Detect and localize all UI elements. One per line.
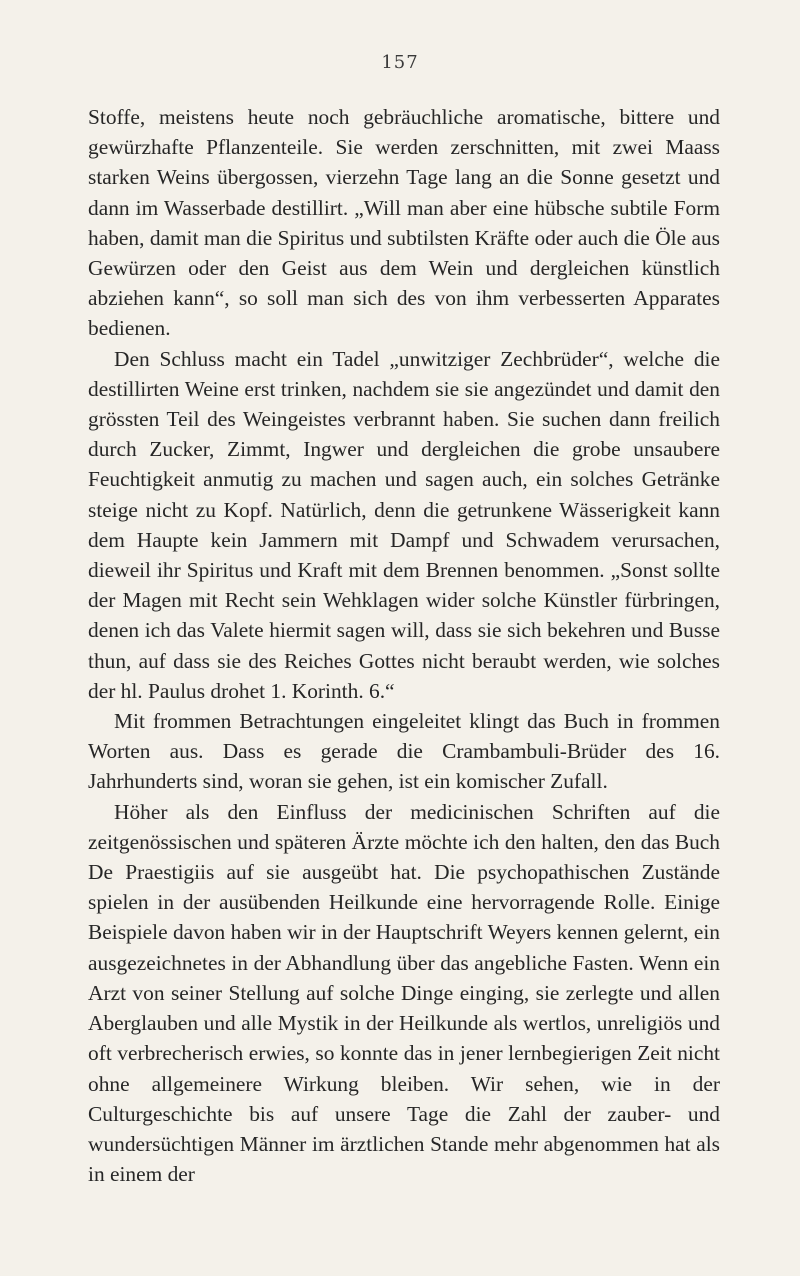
- paragraph-3: Mit frommen Betrachtungen eingeleitet klingt das Buch in frommen Worten aus. Dass es gerade die Crambambuli-Brüder des 16. Jahrhunderts sind, woran sie gehen, ist ein komischer Zufall.: [88, 709, 720, 794]
- paragraph-4: Höher als den Einfluss der medicinischen Schriften auf die zeitgenössischen und späteren Ärzte möchte ich den halten, den das Buch De Praestigiis auf sie ausgeübt hat. Die psychopathischen Zustände spielen in der ausübenden Heilkunde eine hervorragende Rolle. Einige Beispiele davon haben wir in der Hauptschrift Weyers kennen gelernt, ein ausgezeichnetes in der Abhandlung über das angebliche Fasten. Wenn ein Arzt von seiner Stellung auf solche Dinge einging, sie zerlegte und allen Aberglauben und alle Mystik in der Heilkunde als wertlos, unreligiös und oft verbrecherisch erwies, so konnte das in jener lernbegierigen Zeit nicht ohne allgemeinere Wirkung bleiben. Wir sehen, wie in der Culturgeschichte bis auf unsere Tage die Zahl der zauber- und wundersüchtigen Männer im ärztlichen Stande mehr abgenommen hat als in einem der: [88, 799, 720, 1187]
- paragraph-2: Den Schluss macht ein Tadel „unwitziger Zechbrüder“, welche die destillirten Weine erst trinken, nachdem sie sie angezündet und damit den grössten Teil des Weingeistes verbrannt haben. Sie suchen dann freilich durch Zucker, Zimmt, Ingwer und dergleichen die grobe unsaubere Feuchtigkeit anmutig zu machen und sagen auch, ein solches Getränke steige nicht zu Kopf. Natürlich, denn die getrunkene Wässerigkeit kann dem Haupte kein Jammern mit Dampf und Schwadem verursachen, dieweil ihr Spiritus und Kraft mit dem Brennen benommen. „Sonst sollte der Magen mit Recht sein Wehklagen wider solche Künstler fürbringen, denen ich das Valete hiermit sagen will, dass sie sich bekehren und Busse thun, auf dass sie des Reiches Gottes nicht beraubt werden, wie solches der hl. Paulus drohet 1. Korinth. 6.“: [88, 346, 720, 703]
- body-text: [88, 102, 720, 1189]
- page-number: 157: [381, 52, 419, 73]
- paragraph-1: Stoffe, meistens heute noch gebräuchliche aromatische, bittere und gewürzhafte Pflanzenteile. Sie werden zerschnitten, mit zwei Maass starken Weins übergossen, vierzehn Tage lang an die Sonne gesetzt und dann im Wasserbade destillirt. „Will man aber eine hübsche subtile Form haben, damit man die Spiritus und subtilsten Kräfte oder auch die Öle aus Gewürzen oder den Geist aus dem Wein und dergleichen künstlich abziehen kann“, so soll man sich des von ihm verbesserten Apparates bedienen.: [88, 105, 720, 341]
